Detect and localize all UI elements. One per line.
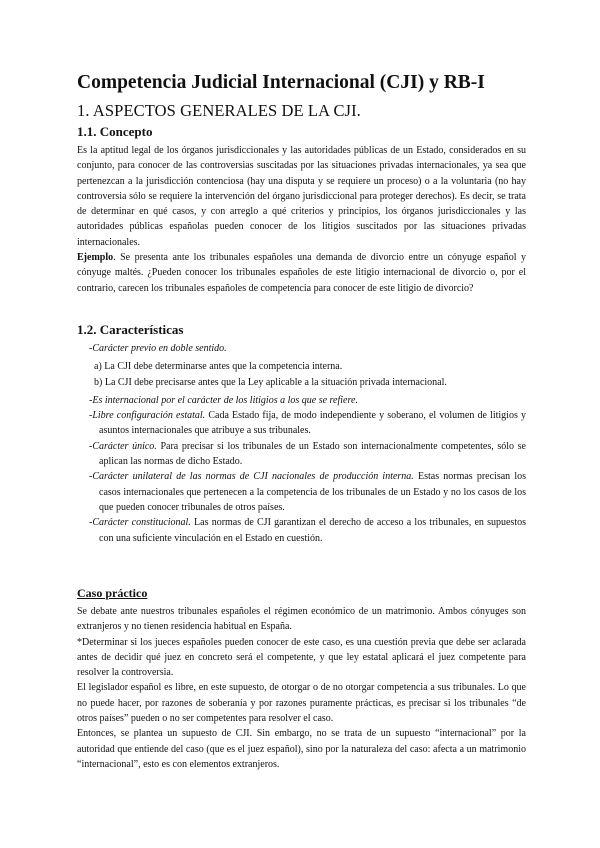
subsection-heading-caracteristicas: 1.2. Características bbox=[77, 322, 184, 337]
caracteristica-libre bbox=[89, 408, 526, 439]
document-title: Competencia Judicial Internacional (CJI) y RB-I bbox=[77, 72, 485, 93]
caso-paragraph-2: *Determinar si los jueces españoles pueden conocer de este caso, es una cuestión previa que debe ser aclarada antes de decidir qué juez en concreto será el competente, y que ley estatal aplicará el juez competente para resolver la controversia. bbox=[77, 636, 526, 679]
caracteristica-previo-b: b) La CJI debe precisarse antes que la Ley aplicable a la situación privada internacional. bbox=[94, 376, 447, 388]
caso-paragraph-1: Se debate ante nuestros tribunales españoles el régimen económico de un matrimonio. Ambos cónyuges son extranjeros y no tienen residencia habitual en España. bbox=[77, 606, 526, 633]
caso-practico-heading: Caso práctico bbox=[77, 586, 148, 600]
caracteristica-libre-label: -Libre configuración estatal. bbox=[89, 410, 206, 422]
concepto-body bbox=[77, 143, 526, 296]
caracteristica-unico bbox=[89, 439, 526, 470]
caracteristica-libre-text: Cada Estado fija, de modo independiente y soberano, el volumen de litigios y asuntos internacionales que atribuye a sus tribunales. bbox=[99, 410, 526, 437]
caracteristica-previo: -Carácter previo en doble sentido. bbox=[89, 343, 227, 354]
caracteristica-constitucional-label: -Carácter constitucional. bbox=[89, 517, 191, 529]
caso-paragraph-4: Entonces, se plantea un supuesto de CJI. Sin embargo, no se trata de un supuesto “internacional” por la autoridad que entiende del caso (que es el juez español), sino por la naturaleza del caso: afecta a un matrimonio “internacional”, esto es con elementos extranjeros. bbox=[77, 728, 526, 770]
caracteristica-unilateral-text: Estas normas precisan los casos internacionales que pertenecen a la competencia de los tribunales de un Estado y no los casos de los que pueden conocer tribunales de otros países. bbox=[99, 471, 526, 513]
caracteristica-unico-text: Para precisar si los tribunales de un Estado son internacionalmente competentes, sólo se aplican las normas de dicho Estado. bbox=[99, 440, 527, 468]
caracteristica-constitucional bbox=[89, 515, 526, 546]
concepto-paragraph: Es la aptitud legal de los órganos jurisdiccionales y las autoridades públicas de un Estado, considerados en su conjunto, para conocer de las controversias suscitadas por las situaciones privadas internacionales, ya sea que pertenezcan a la jurisdicción contenciosa (hay una disputa y se requiere un proceso) o a la voluntaria (no hay controversia sólo se requiere la intervención del órgano jurisdiccional para proteger derechos). Es decir, se trata de determinar en qué casos, y con arreglo a qué criterios y principios, los órganos jurisdiccionales y las autoridades públicas españolas pueden conocer de los litigios suscitados por las situaciones privadas internacionales. bbox=[77, 145, 526, 248]
caracteristica-unilateral bbox=[89, 469, 526, 515]
caracteristica-constitucional-text: Las normas de CJI garantizan el derecho de acceso a los tribunales, en supuestos con una suficiente vinculación en el Estado en cuestión. bbox=[99, 517, 526, 544]
ejemplo-text: . Se presenta ante los tribunales españoles una demanda de divorcio entre un cónyuge español y cónyuge maltés. ¿Pueden conocer los tribunales españoles de este litigio internacional de divorcio o, por el contrario, carecen los tribunales españoles de competencia para conocer de este litigio de divorcio? bbox=[77, 252, 526, 294]
section-heading-1: 1. ASPECTOS GENERALES DE LA CJI. bbox=[77, 101, 361, 120]
caracteristica-unico-label: -Carácter único. bbox=[89, 440, 157, 452]
ejemplo-label: Ejemplo bbox=[77, 252, 114, 264]
caso-practico-body bbox=[77, 604, 526, 772]
caso-paragraph-3: El legislador español es libre, en este supuesto, de otorgar o de no otorgar competencia a sus tribunales. Lo que no puede hacer, por razones de soberanía y por razones puramente prácticas, es precisar si los tribunales “de otros países” pueden o no ser competentes para resolver el caso. bbox=[77, 682, 526, 725]
subsection-heading-concepto: 1.1. Concepto bbox=[77, 124, 153, 139]
caracteristicas-list bbox=[89, 341, 526, 546]
caracteristica-internacional: -Es internacional por el carácter de los litigios a los que se refiere. bbox=[89, 394, 358, 406]
caracteristica-previo-a: a) La CJI debe determinarse antes que la competencia interna. bbox=[94, 361, 343, 373]
caracteristica-unilateral-label: -Carácter unilateral de las normas de CJI nacionales de producción interna. bbox=[89, 471, 414, 483]
ejemplo-paragraph bbox=[77, 250, 526, 296]
